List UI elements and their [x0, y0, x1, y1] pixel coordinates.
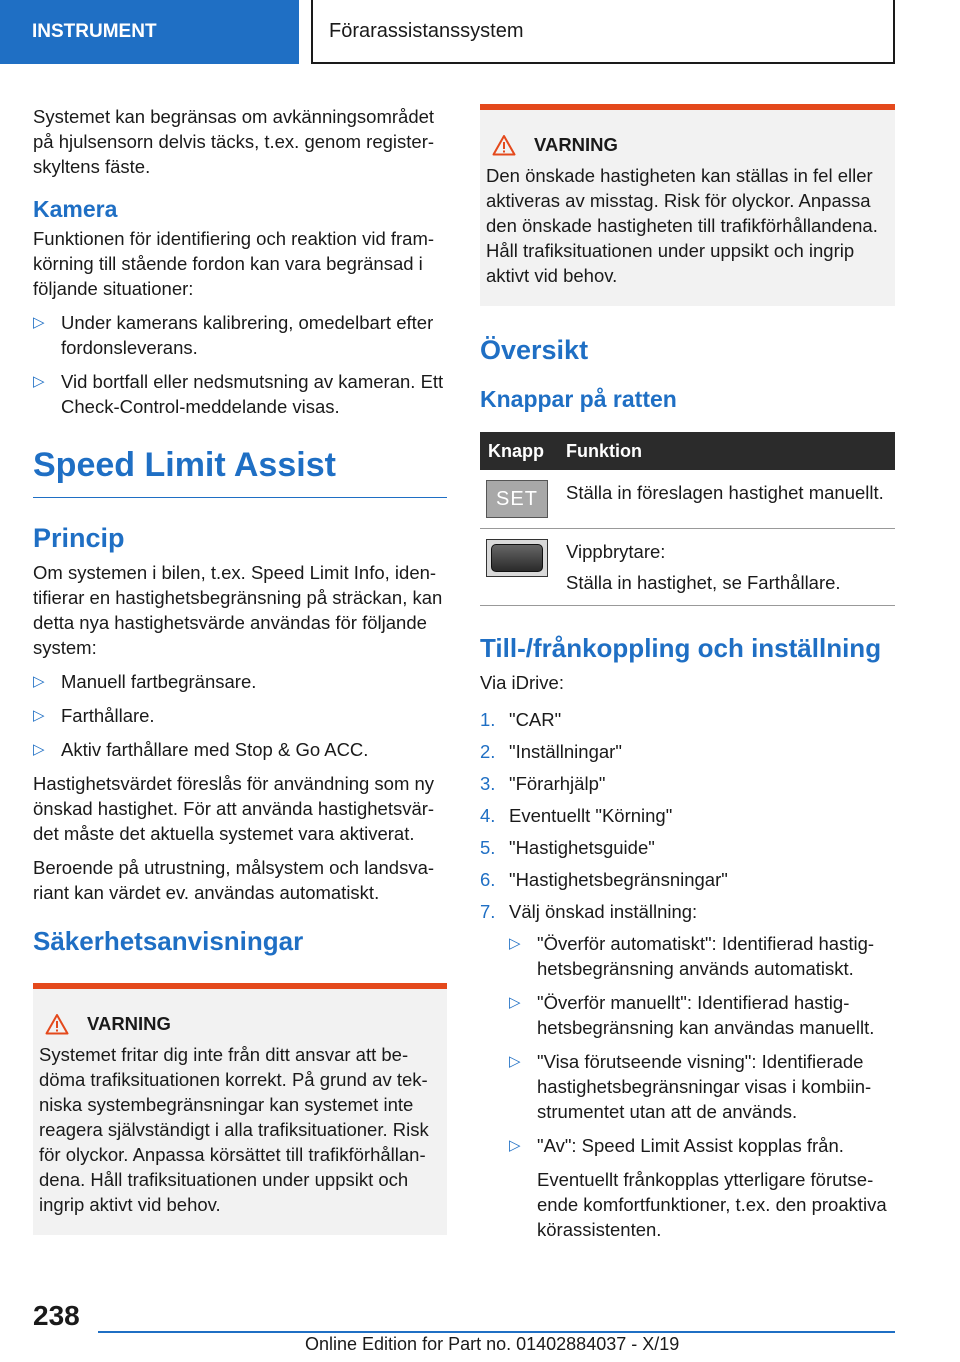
value-paragraph: Hastighetsvärdet föreslås för användning som ny önskad hastighet. För att använda hastighetsvärdet måste det aktuella systemet vara aktiverat. [33, 773, 435, 844]
right-column [480, 104, 895, 1251]
kamera-paragraph: Funktionen för identifiering och reaktion vid framkörning till stående fordon kan vara begränsad i följande situationer: [33, 228, 435, 299]
safety-heading: Säkerhetsanvisningar [33, 926, 304, 956]
chapter-label: Förarassistanssystem [329, 19, 524, 42]
princip-heading: Princip [33, 523, 125, 553]
table-row [480, 470, 895, 529]
warning-box [33, 983, 447, 1235]
triangle-bullet-icon: ▷ [509, 935, 521, 952]
princip-paragraph: Om systemen i bilen, t.ex. Speed Limit Info, identifierar en hastighetsbegränsning på sträckan, kan detta nya hastighetsvärde användas för följande system: [33, 562, 443, 658]
princip-list [33, 669, 447, 762]
table-header-row [480, 432, 895, 470]
list-item: ▷ "Överför manuellt": Identifierad hastighetsbegränsning kan användas manuellt. [509, 992, 875, 1038]
triangle-bullet-icon: ▷ [33, 373, 45, 390]
list-item: ▷ "Visa förutseende visning": Identifierade hastighetsbegränsningar visas i kombiinstrumentet utan att de används. [509, 1051, 872, 1122]
list-item: ▷ "Överför automatiskt": Identifierad hastighetsbegränsning används automatiskt. [509, 933, 875, 979]
list-item: ▷ Under kamerans kalibrering, omedelbart efter fordonsleverans. [33, 312, 434, 358]
list-item: ▷ Farthållare. [33, 705, 155, 726]
page-title: Speed Limit Assist [33, 445, 447, 498]
table-header-cell: Funktion [558, 432, 895, 470]
section-tab [0, 0, 299, 64]
table-cell: Ställa in föreslagen hastighet manuellt. [558, 470, 895, 529]
triangle-bullet-icon: ▷ [33, 741, 45, 758]
triangle-bullet-icon: ▷ [33, 707, 45, 724]
footer-divider [98, 1331, 895, 1333]
list-item: ▷ Manuell fartbegränsare. [33, 671, 257, 692]
steps-list [480, 707, 895, 1242]
kamera-list [33, 310, 447, 419]
list-item: 3. "Förarhjälp" [480, 773, 606, 794]
list-item: 1. "CAR" [480, 709, 562, 730]
list-item: 4. Eventuellt "Körning" [480, 805, 673, 826]
list-item: ▷ "Av": Speed Limit Assist kopplas från. Eventuellt frånkopplas ytterligare förutseende komfortfunktioner, t.ex. den proaktiva körassistenten. [509, 1133, 895, 1242]
list-item: ▷ Vid bortfall eller nedsmutsning av kameran. Ett Check-Control-meddelande visas. [33, 371, 444, 417]
list-item: 7. Välj önskad inställning: ▷ "Överför automatiskt": Identifierad hastighetsbegränsning används automatiskt. ▷ "Överför manuellt": Identifierad hastighetsbegränsning kan användas manuellt. ▷ "Visa förutseende visning": Identifierade hastighetsbegränsningar visas i kombiinstrumentet utan att de används. ▷ "Av": Speed Limit Assist kopplas från. Eventuellt frånkopplas ytterligare förutseende komfortfunktioner, t.ex. den proaktiva körassistenten. [480, 899, 895, 1242]
via-idrive: Via iDrive: [480, 672, 564, 693]
overview-heading: Översikt [480, 335, 589, 365]
triangle-bullet-icon: ▷ [509, 994, 521, 1011]
page-number: 238 [33, 1300, 80, 1331]
warning-text: Systemet fritar dig inte från ditt ansvar att bedöma trafiksituationen korrekt. På grund av tekniska systembegränsningar kan systemet inte reagera självständigt i alla trafiksituationer. Risk för olyckor. Anpassa körsättet till trafikförhållandena. Håll trafiksituationen under uppsikt och ingrip aktivt vid behov. [39, 1044, 429, 1215]
set-button-icon: SET [486, 480, 548, 518]
warning-box [480, 104, 895, 306]
intro-paragraph: Systemet kan begränsas om avkänningsområdet på hjulsensorn delvis täcks, t.ex. genom registerskyltens fäste. [33, 106, 435, 177]
settings-options-list [509, 931, 895, 1242]
warning-title: VARNING [87, 1013, 171, 1034]
off-note: Eventuellt frånkopplas ytterligare förutseende komfortfunktioner, t.ex. den proaktiva körassistenten. [537, 1169, 887, 1240]
list-item: 2. "Inställningar" [480, 741, 622, 762]
kamera-heading: Kamera [33, 196, 118, 222]
toggle-heading: Till-/frånkoppling och inställning [480, 633, 882, 663]
triangle-bullet-icon: ▷ [33, 314, 45, 331]
list-item: 6. "Hastighetsbegränsningar" [480, 869, 728, 890]
table-header-cell: Knapp [480, 432, 558, 470]
triangle-bullet-icon: ▷ [509, 1137, 521, 1154]
table-cell: Vippbrytare: Ställa in hastighet, se Farthållare. [558, 529, 895, 606]
triangle-bullet-icon: ▷ [33, 673, 45, 690]
section-label: INSTRUMENT [32, 21, 157, 42]
list-item: ▷ Aktiv farthållare med Stop & Go ACC. [33, 739, 369, 760]
warning-triangle-icon [492, 134, 516, 156]
buttons-heading: Knappar på ratten [480, 386, 677, 412]
chapter-tab [311, 0, 895, 64]
left-column [33, 104, 447, 1235]
warning-triangle-icon [45, 1013, 69, 1035]
triangle-bullet-icon: ▷ [509, 1053, 521, 1070]
warning-title: VARNING [534, 134, 618, 155]
buttons-table [480, 432, 895, 606]
variant-paragraph: Beroende på utrustning, målsystem och landsvariant kan värdet ev. användas automatiskt. [33, 857, 435, 903]
table-row [480, 529, 895, 606]
list-item: 5. "Hastighetsguide" [480, 837, 655, 858]
rocker-switch-icon [486, 539, 548, 577]
edition-text: Online Edition for Part no. 01402884037 - X/19 [305, 1334, 680, 1354]
warning-text: Den önskade hastigheten kan ställas in fel eller aktiveras av misstag. Risk för olyckor. Anpassa den önskade hastigheten till trafikförhållandena. Håll trafiksituationen under uppsikt och ingrip aktivt vid behov. [486, 165, 878, 286]
